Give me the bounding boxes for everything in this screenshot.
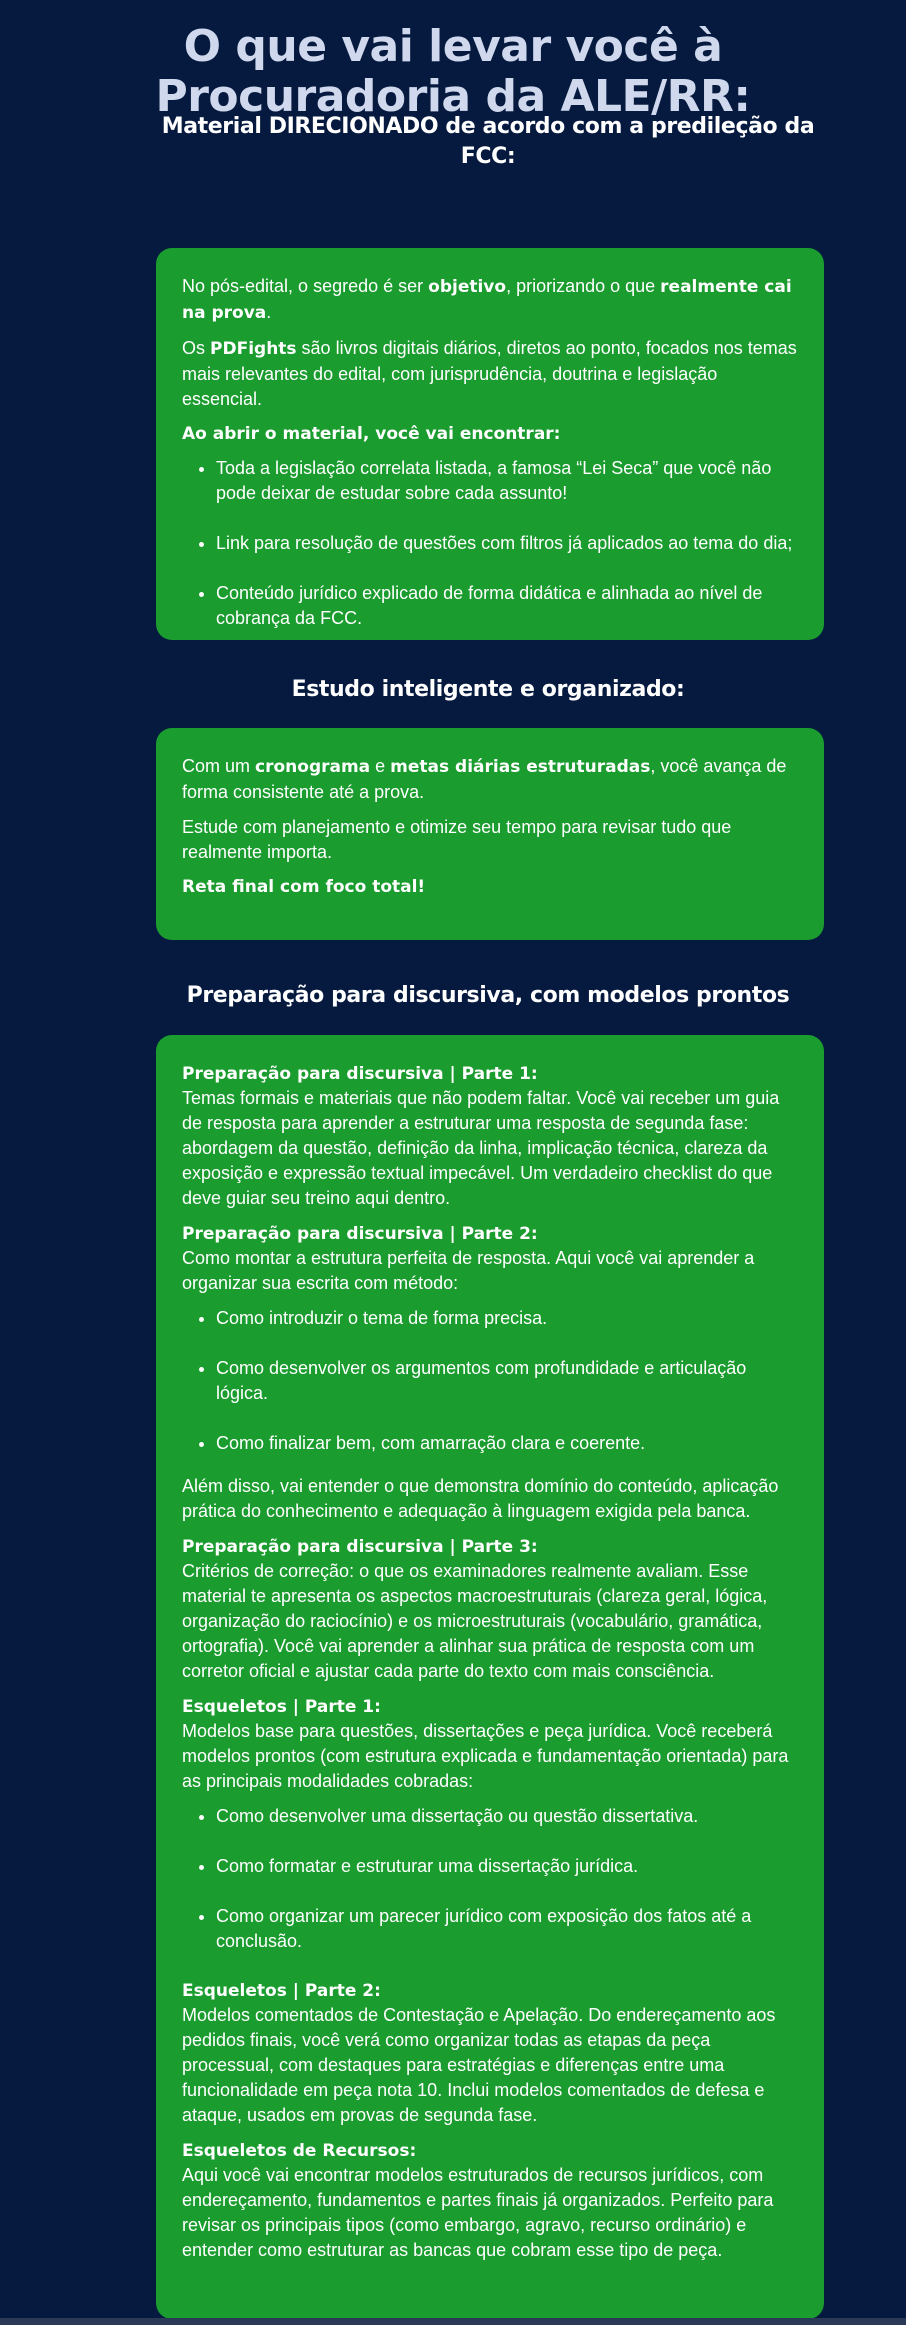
list-item: • Como desenvolver uma dissertação ou questão dissertativa. [216, 1804, 798, 1829]
bottom-divider [0, 2318, 906, 2325]
material-paragraph-2: Os PDFights são livros digitais diários, diretos ao ponto, focados nos temas mais relevantes do edital, com jurisprudência, doutrina e legislação essencial. [182, 338, 797, 409]
estudo-highlight: Reta final com foco total! [182, 877, 426, 897]
section-heading-material: Material DIRECIONADO de acordo com a predileção da FCC: [161, 114, 815, 169]
esqueletos-part-1 [182, 1694, 798, 1794]
estudo-paragraph-2: Estude com planejamento e otimize seu tempo para revisar tudo que realmente importa. [182, 817, 732, 862]
card-estudo [156, 728, 824, 940]
esqueletos-recursos-text: Aqui você vai encontrar modelos estruturados de recursos jurídicos, com endereçamento, fundamentos e partes finais já organizados. Perfeito para revisar os principais tipos (como embargo, agravo, recurso ordinário) e entender como estruturar as bancas que cobram esse tipo de peça. [182, 2165, 774, 2260]
discursiva-part-3-title: Preparação para discursiva | Parte 3: [182, 1537, 538, 1557]
page-title-line-1: O que vai levar você à [183, 21, 723, 72]
card-discursiva [156, 1035, 824, 2319]
discursiva-part-3-text: Critérios de correção: o que os examinadores realmente avaliam. Esse material te apresenta os aspectos macroestruturais (clareza geral, lógica, organização do raciocínio) e os microestruturais (vocabulário, gramática, ortografia). Você vai aprender a alinhar sua prática de resposta com um corretor oficial e ajustar cada parte do texto com mais consciência. [182, 1561, 768, 1681]
esqueletos-part-2-title: Esqueletos | Parte 2: [182, 1981, 381, 2001]
list-item: • Toda a legislação correlata listada, a famosa “Lei Seca” que você não pode deixar de estudar sobre cada assunto! [216, 456, 798, 506]
esqueletos-part-2-text: Modelos comentados de Contestação e Apelação. Do endereçamento aos pedidos finais, você verá como organizar todas as etapas da peça processual, com destaques para estratégias e diferenças entre uma funcionalidade em peça nota 10. Inclui modelos comentados de defesa e ataque, usados em provas de segunda fase. [182, 2005, 776, 2125]
list-item: • Link para resolução de questões com filtros já aplicados ao tema do dia; [216, 531, 798, 556]
discursiva-part-1 [182, 1061, 798, 1211]
discursiva-part-2-list [182, 1306, 798, 1456]
section-heading-estudo: Estudo inteligente e organizado: [291, 677, 685, 702]
material-list-intro: Ao abrir o material, você vai encontrar: [182, 424, 561, 444]
section-heading-discursiva: Preparação para discursiva, com modelos prontos [186, 983, 790, 1008]
esqueletos-part-1-text: Modelos base para questões, dissertações e peça jurídica. Você receberá modelos prontos (com estrutura explicada e fundamentação orientada) para as principais modalidades cobradas: [182, 1721, 789, 1791]
material-list [182, 456, 798, 631]
list-item: • Conteúdo jurídico explicado de forma didática e alinhada ao nível de cobrança da FCC. [216, 581, 798, 631]
list-item: • Como formatar e estruturar uma dissertação jurídica. [216, 1854, 798, 1879]
discursiva-part-3 [182, 1534, 798, 1684]
list-item: • Como organizar um parecer jurídico com exposição dos fatos até a conclusão. [216, 1904, 798, 1954]
card-material [156, 248, 824, 640]
discursiva-part-2-title: Preparação para discursiva | Parte 2: [182, 1224, 538, 1244]
list-item: • Como finalizar bem, com amarração clara e coerente. [216, 1431, 798, 1456]
material-paragraph-1: No pós-edital, o segredo é ser objetivo, priorizando o que realmente cai na prova. [182, 276, 792, 323]
list-item: • Como desenvolver os argumentos com profundidade e articulação lógica. [216, 1356, 798, 1406]
discursiva-part-1-title: Preparação para discursiva | Parte 1: [182, 1064, 538, 1084]
page-title [140, 22, 766, 122]
discursiva-part-2-after: Além disso, vai entender o que demonstra domínio do conteúdo, aplicação prática do conhecimento e adequação à linguagem exigida pela banca. [182, 1476, 779, 1521]
list-item: • Como introduzir o tema de forma precisa. [216, 1306, 798, 1331]
discursiva-part-1-text: Temas formais e materiais que não podem faltar. Você vai receber um guia de resposta para aprender a estruturar uma resposta de segunda fase: abordagem da questão, definição da linha, implicação técnica, clareza da exposição e expressão textual impecável. Um verdadeiro checklist do que deve guiar seu treino aqui dentro. [182, 1088, 780, 1208]
esqueletos-part-2 [182, 1978, 798, 2128]
esqueletos-part-1-title: Esqueletos | Parte 1: [182, 1697, 381, 1717]
discursiva-part-2-text: Como montar a estrutura perfeita de resposta. Aqui você vai aprender a organizar sua escrita com método: [182, 1248, 755, 1293]
esqueletos-recursos [182, 2138, 798, 2263]
estudo-paragraph-1: Com um cronograma e metas diárias estruturadas, você avança de forma consistente até a prova. [182, 756, 787, 802]
esqueletos-part-1-list [182, 1804, 798, 1954]
esqueletos-recursos-title: Esqueletos de Recursos: [182, 2141, 417, 2161]
page-title-line-2: Procuradoria da ALE/RR: [155, 71, 751, 122]
discursiva-part-2 [182, 1221, 798, 1296]
